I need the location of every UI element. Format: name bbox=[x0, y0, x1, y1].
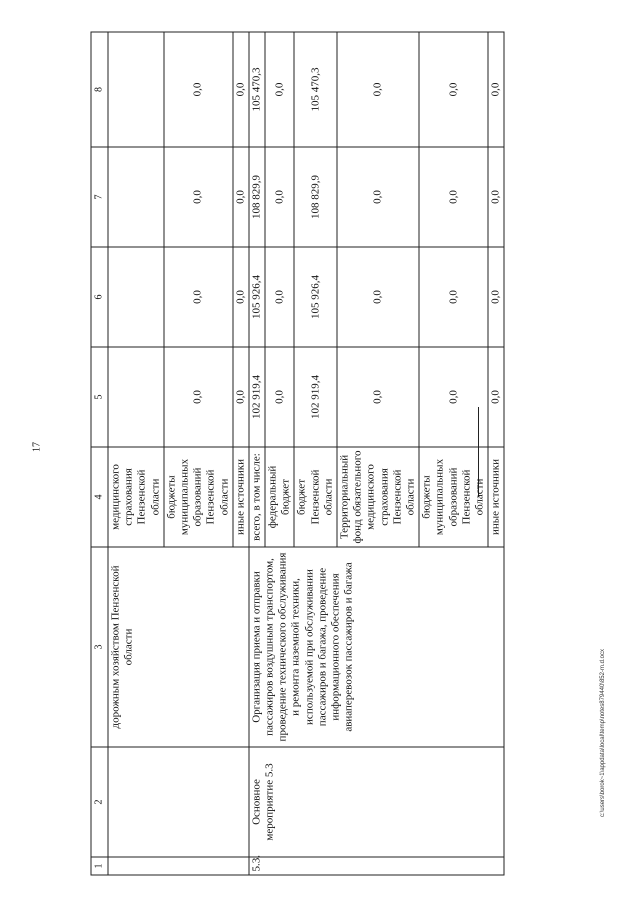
cell-empty bbox=[108, 857, 249, 875]
cell-source: федеральный бюджет bbox=[265, 447, 294, 547]
cell-value: 0,0 bbox=[419, 247, 488, 347]
cell-value: 0,0 bbox=[232, 247, 248, 347]
cell-value: 0,0 bbox=[265, 347, 294, 447]
table-row bbox=[108, 32, 164, 875]
cell-value: 0,0 bbox=[419, 32, 488, 147]
cell-value: 0,0 bbox=[232, 32, 248, 147]
cell-value bbox=[108, 147, 164, 247]
cell-value: 0,0 bbox=[163, 32, 232, 147]
cell-value: 0,0 bbox=[419, 347, 488, 447]
cell-value: 0,0 bbox=[163, 347, 232, 447]
funding-table bbox=[90, 32, 502, 875]
cell-source: Территориальный фонд обязательного медицинского страхования Пензенской области bbox=[337, 447, 419, 547]
cell-value: 105 470,3 bbox=[294, 32, 337, 147]
table-header-row bbox=[91, 32, 108, 875]
cell-measure-description: Организация приема и отправки пассажиров воздушным транспортом, проведение технического обслуживания и ремонта наземной техники, используемой при обслуживании пассажиров и багажа, проведение информационного обеспечения авиаперевозок пассажиров и багажа bbox=[248, 547, 503, 747]
cell-value: 102 919,4 bbox=[294, 347, 337, 447]
cell-value: 0,0 bbox=[337, 247, 419, 347]
cell-source: иные источники bbox=[232, 447, 248, 547]
cell-value: 0,0 bbox=[163, 247, 232, 347]
cell-source: бюджет Пензенской области bbox=[294, 447, 337, 547]
cell-value bbox=[108, 32, 164, 147]
header-cell: 5 bbox=[91, 347, 108, 447]
cell-value: 0,0 bbox=[163, 147, 232, 247]
cell-value: 0,0 bbox=[337, 32, 419, 147]
cell-value: 0,0 bbox=[488, 32, 504, 147]
cell-value: 108 829,9 bbox=[248, 147, 264, 247]
cell-source: иные источники bbox=[488, 447, 504, 547]
cell-value: 105 470,3 bbox=[248, 32, 264, 147]
cell-source: всего, в том числе: bbox=[248, 447, 264, 547]
cell-value: 0,0 bbox=[265, 247, 294, 347]
cell-measure-number: 5.3. bbox=[248, 857, 503, 875]
cell-source: медицинского страхования Пензенской области bbox=[108, 447, 164, 547]
table-row bbox=[248, 32, 264, 875]
file-path-footer: c:\users\borok~1\appdata\local\temp\notes879440\852-m.d.ocx bbox=[600, 649, 606, 817]
header-cell: 2 bbox=[91, 747, 108, 857]
cell-value: 0,0 bbox=[232, 347, 248, 447]
cell-value: 0,0 bbox=[337, 147, 419, 247]
cell-value: 0,0 bbox=[232, 147, 248, 247]
cell-value: 105 926,4 bbox=[294, 247, 337, 347]
cell-value: 0,0 bbox=[419, 147, 488, 247]
header-cell: 3 bbox=[91, 547, 108, 747]
cell-value: 0,0 bbox=[265, 147, 294, 247]
cell-value: 0,0 bbox=[488, 147, 504, 247]
header-cell: 6 bbox=[91, 247, 108, 347]
cell-source: бюджеты муниципальных образований Пензенской области bbox=[163, 447, 232, 547]
cell-value bbox=[108, 247, 164, 347]
header-cell: 8 bbox=[91, 32, 108, 147]
cell-measure-name: Основное мероприятие 5.3 bbox=[248, 747, 503, 857]
header-cell: 4 bbox=[91, 447, 108, 547]
cell-value: 0,0 bbox=[337, 347, 419, 447]
cell-value: 102 919,4 bbox=[248, 347, 264, 447]
cell-value bbox=[108, 347, 164, 447]
cell-value: 0,0 bbox=[265, 32, 294, 147]
cell-empty bbox=[108, 747, 249, 857]
header-cell: 1 bbox=[91, 857, 108, 875]
cell-value: 0,0 bbox=[488, 247, 504, 347]
cell-value: 105 926,4 bbox=[248, 247, 264, 347]
header-cell: 7 bbox=[91, 147, 108, 247]
cell-value: 0,0 bbox=[488, 347, 504, 447]
page-number: 17 bbox=[31, 442, 43, 452]
cell-executor: дорожным хозяйством Пензенской области bbox=[108, 547, 249, 747]
cell-source: бюджеты муниципальных образований Пензенской области bbox=[419, 447, 488, 547]
cell-value: 108 829,9 bbox=[294, 147, 337, 247]
